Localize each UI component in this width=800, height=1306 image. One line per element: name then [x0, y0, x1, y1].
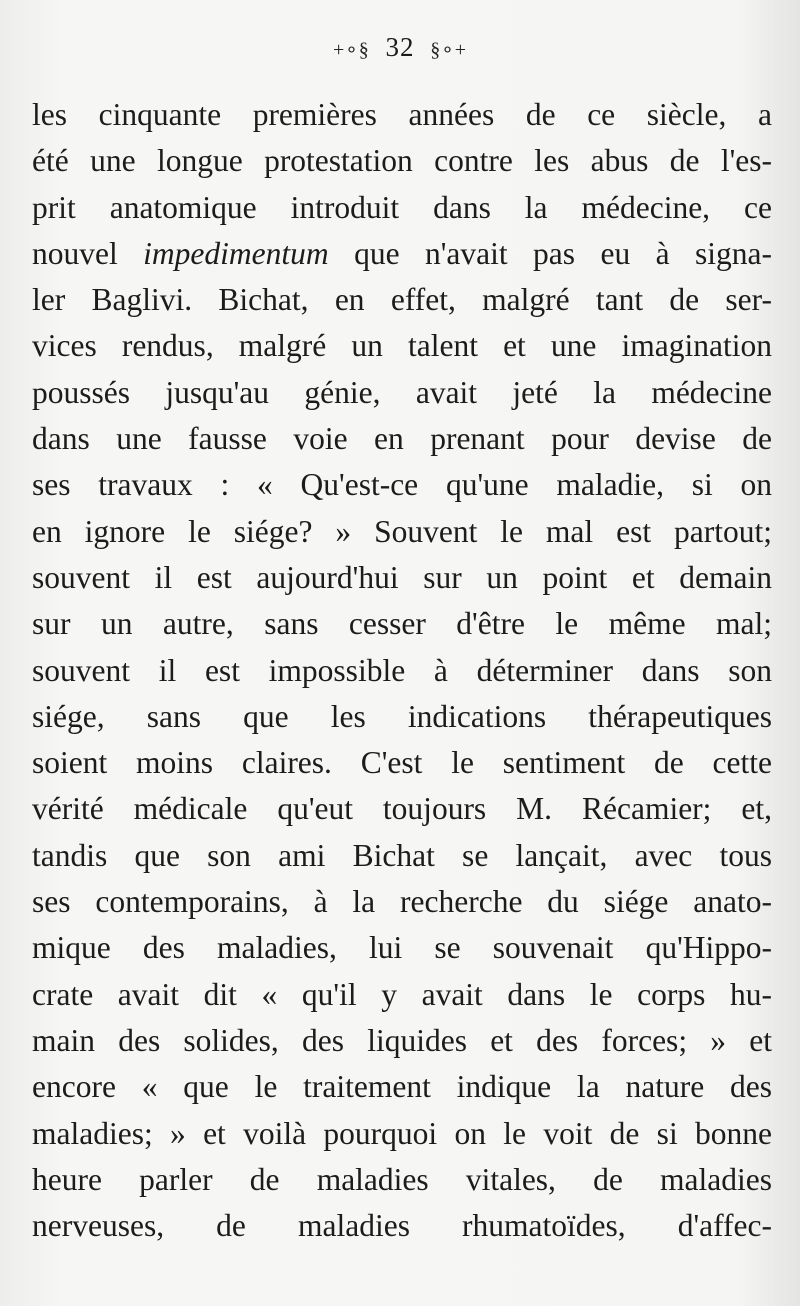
- text-line: ler Baglivi. Bichat, en effet, malgré tant de ser-: [32, 282, 772, 318]
- text-line: souvent il est aujourd'hui sur un point et demain: [32, 559, 772, 595]
- text-line: tandis que son ami Bichat se lançait, avec tous: [32, 837, 772, 873]
- text-line: ses contemporains, à la recherche du siége anato-: [32, 884, 772, 920]
- text-line: maladies; » et voilà pourquoi on le voit de si bonne: [32, 1115, 772, 1151]
- text-line: crate avait dit « qu'il y avait dans le corps hu-: [32, 976, 772, 1012]
- page-header: [0, 32, 800, 63]
- page-number: 32: [385, 32, 415, 62]
- text-line: dans une fausse voie en prenant pour devise de: [32, 421, 772, 457]
- text-line: poussés jusqu'au génie, avait jeté la médecine: [32, 374, 772, 410]
- text-line: prit anatomique introduit dans la médecine, ce: [32, 189, 772, 225]
- text-line: sur un autre, sans cesser d'être le même mal;: [32, 606, 772, 642]
- text-segment: nouvel: [32, 235, 144, 271]
- text-line: heure parler de maladies vitales, de maladies: [32, 1161, 772, 1197]
- text-line: [32, 231, 772, 277]
- text-line: souvent il est impossible à déterminer dans son: [32, 652, 772, 688]
- text-line: main des solides, des liquides et des forces; » et: [32, 1022, 772, 1058]
- text-line: en ignore le siége? » Souvent le mal est partout;: [32, 513, 772, 549]
- text-line: vices rendus, malgré un talent et une imagination: [32, 328, 772, 364]
- text-line: ses travaux : « Qu'est-ce qu'une maladie, si on: [32, 467, 772, 503]
- text-segment: que n'avait pas eu à signa-: [328, 235, 773, 271]
- text-line: vérité médicale qu'eut toujours M. Récamier; et,: [32, 791, 772, 827]
- italic-term: impedimentum: [143, 235, 329, 271]
- ornament-right: §∘+: [430, 39, 468, 61]
- ornament-left: +∘§: [332, 39, 370, 61]
- text-line: les cinquante premières années de ce siècle, a: [32, 97, 772, 132]
- text-line: encore « que le traitement indique la nature des: [32, 1069, 772, 1105]
- text-line: été une longue protestation contre les abus de l'es-: [32, 143, 772, 179]
- text-line: siége, sans que les indications thérapeutiques: [32, 698, 772, 734]
- body-text: [32, 92, 772, 1249]
- text-line: soient moins claires. C'est le sentiment de cette: [32, 745, 772, 781]
- text-line: mique des maladies, lui se souvenait qu'Hippo-: [32, 930, 772, 966]
- text-line: nerveuses, de maladies rhumatoïdes, d'affec-: [32, 1208, 772, 1244]
